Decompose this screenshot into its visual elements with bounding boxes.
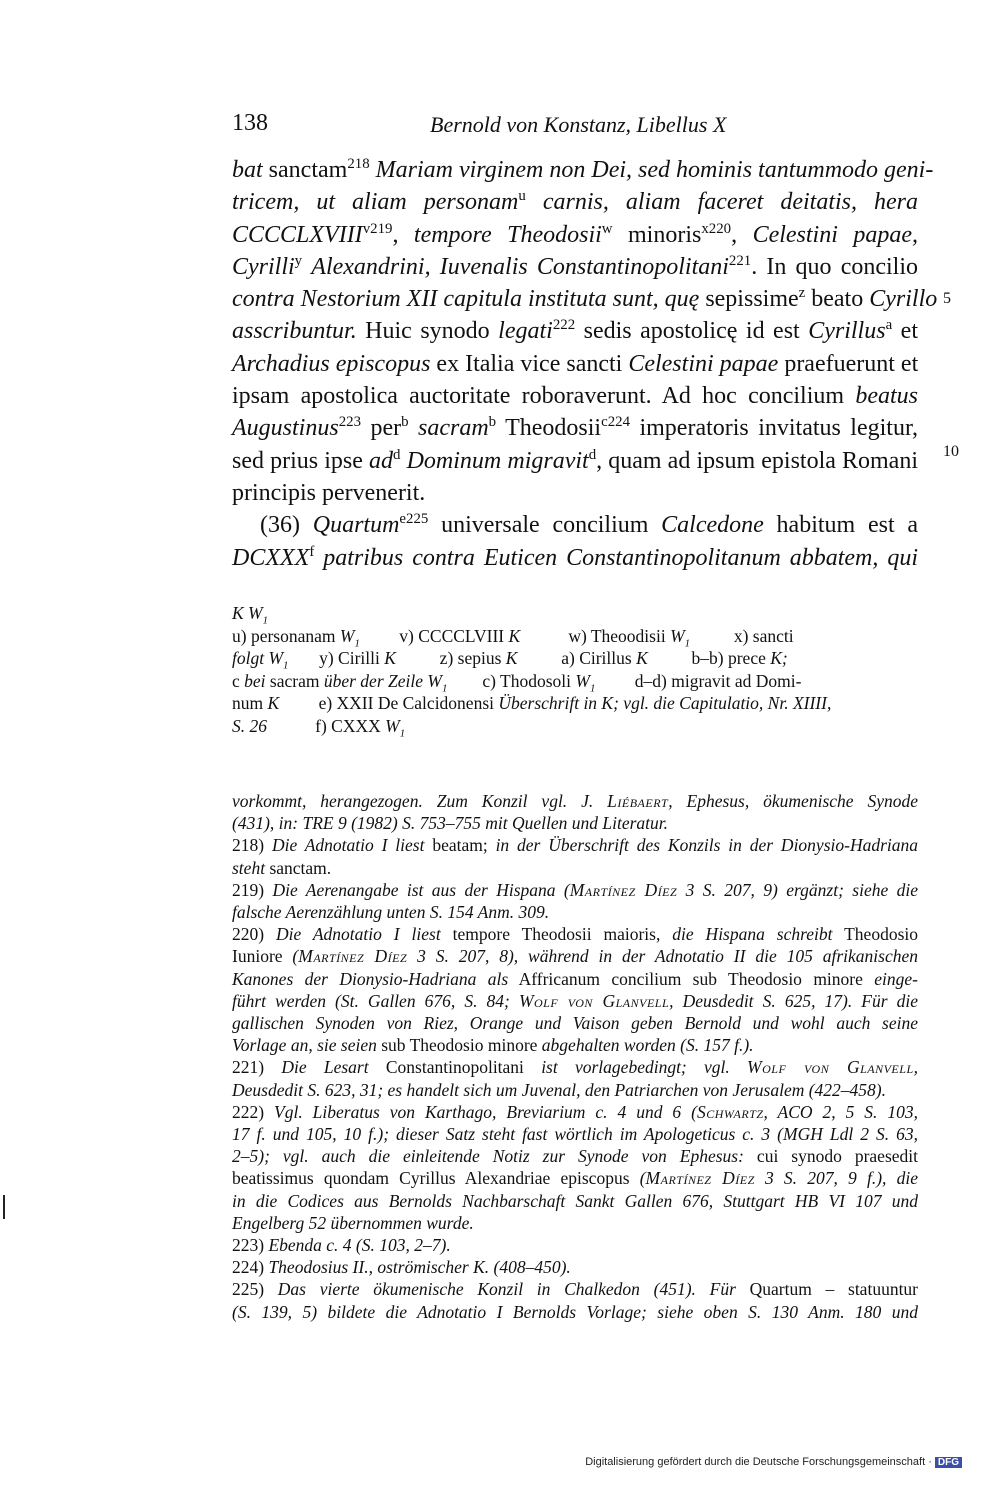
main-text	[232, 154, 938, 574]
footnote-line: 17 f. und 105, 10 f.); dieser Satz steht fast wörtlich im Apologeticus c. 3 (MGH Ldl 2 S. 63,	[232, 1124, 918, 1145]
footnote-line: vorkommt, herangezogen. Zum Konzil vgl. J. Liébaert, Ephesus, ökumenische Synode	[232, 791, 918, 811]
footnote-line: führt werden (St. Gallen 676, S. 84; Wolf von Glanvell, Deusdedit S. 625, 17). Für die	[232, 990, 918, 1011]
footnote-line: (S. 139, 5) bildete die Adnotatio I Bernolds Vorlage; siehe oben S. 130 Anm. 180 und	[232, 1301, 918, 1322]
dfg-logo: DFG	[935, 1457, 962, 1468]
page-number: 138	[232, 110, 268, 136]
text-line: Augustinus$^{223}$ per$^b$ sacram$^b$ Theodosii$^{c224}$ imperatoris invitatus legitur,	[232, 414, 918, 442]
footnote-line: 223) Ebenda c. 4 (S. 103, 2–7).	[232, 1235, 451, 1256]
footnote-line: gallischen Synoden von Riez, Orange und Vaison geben Bernold und wohl auch seine	[232, 1013, 918, 1034]
apparatus-line: c bei sacram über der Zeile $W_1$ c) Thodosoli $W_1$ d–d) migravit ad Domi-	[232, 670, 802, 694]
footnote-line: (431), in: TRE 9 (1982) S. 753–755 mit Quellen und Literatur.	[232, 813, 669, 834]
footnote-line: 219) Die Aerenangabe ist aus der Hispana (Martínez Díez 3 S. 207, 9) ergänzt; siehe die	[232, 879, 919, 900]
text-line: bat sanctam$^{218}$ Mariam virginem non Dei, sed hominis tantummodo geni-	[232, 156, 934, 183]
running-title: Bernold von Konstanz, Libellus X	[430, 112, 727, 137]
footnote-line: 222) Vgl. Liberatus von Karthago, Breviarium c. 4 und 6 (Schwartz, ACO 2, 5 S. 103,	[232, 1101, 919, 1122]
footnote-line: 224) Theodosius II., oströmischer K. (408–450).	[232, 1257, 571, 1278]
footnote-line: 221) Die Lesart Constantinopolitani ist vorlagebedingt; vgl. Wolf von Glanvell,	[232, 1057, 918, 1078]
text-line: contra Nestorium XII capitula instituta sunt, quę sepissime$^z$ beato Cyrillo	[232, 285, 938, 313]
text-line: ipsam apostolica auctoritate roboraverunt. Ad hoc concilium beatus	[232, 383, 918, 410]
apparatus-line: S. 26 f) CXXX $W_1$	[232, 715, 406, 739]
scan-edge-mark	[3, 1195, 5, 1219]
apparatus-line: u) personanam $W_1$ v) CCCCLVIII K w) Theoodisii $W_1$ x) sancti	[232, 625, 794, 649]
apparatus-sigla: K $W_1$	[232, 603, 269, 627]
critical-apparatus	[232, 602, 918, 737]
footnote-line: 225) Das vierte ökumenische Konzil in Chalkedon (451). Für Quartum – statuuntur	[232, 1279, 919, 1300]
footnotes	[232, 790, 918, 1323]
footnote-line: Vorlage an, sie seien sub Theodosio minore abgehalten worden (S. 157 f.).	[232, 1035, 754, 1056]
footnote-line: beatissimus quondam Cyrillus Alexandriae episcopus (Martínez Díez 3 S. 207, 9 f.), die	[232, 1168, 918, 1189]
footnote-line: 2–5); vgl. auch die einleitende Notiz zur Synode von Ephesus: cui synodo praesedit	[232, 1146, 919, 1167]
line-number: 10	[943, 443, 959, 460]
text-line: (36) Quartum$^{e225}$ universale concilium Calcedone habitum est a	[260, 511, 919, 539]
footnote-line: Kanones der Dionysio-Hadriana als Affricanum concilium sub Theodosio minore einge-	[232, 968, 918, 989]
text-line: $CCCCLXVIII^{v219}$, tempore Theodosii$^w$ minoris$^{x220}$, Celestini papae,	[232, 220, 918, 248]
footnote-line: 220) Die Adnotatio I liest tempore Theodosii maioris, die Hispana schreibt Theodosio	[232, 924, 918, 945]
footnote-line: Engelberg 52 übernommen wurde.	[232, 1212, 474, 1233]
footnote-line: 218) Die Adnotatio I liest beatam; in der Überschrift des Konzils in der Dionysio-Hadriana	[232, 835, 919, 856]
footnote-line: steht sanctam.	[232, 857, 332, 878]
text-line: Cyrilli$^y$ Alexandrini, Iuvenalis Constantinopolitani$^{221}$. In quo concilio	[232, 252, 918, 280]
footnote-line: Iuniore (Martínez Díez 3 S. 207, 8), während in der Adnotatio II die 105 afrikanischen	[232, 946, 918, 967]
footnote-line: Deusdedit S. 623, 31; es handelt sich um Juvenal, den Patriarchen von Jerusalem (422–458).	[232, 1079, 887, 1100]
apparatus-line: folgt $W_1$ y) Cirilli K z) sepius K a) Cirillus K b–b) prece K;	[232, 648, 788, 672]
text-line: asscribuntur. Huic synodo legati$^{222}$ sedis apostolicę id est Cyrillus$^a$ et	[232, 317, 918, 345]
text-line: principis pervenerit.	[232, 479, 426, 506]
footnote-line: falsche Aerenzählung unten S. 154 Anm. 309.	[232, 902, 550, 923]
apparatus-line: num K e) XXII De Calcidonensi Überschrift in K; vgl. die Capitulatio, Nr. XIIII,	[232, 693, 832, 713]
text-line: sed prius ipse $ad^d$ Dominum migravit$^d$, quam ad ipsum epistola Romani	[232, 446, 919, 474]
text-line: tricem, ut aliam personam$^u$ carnis, aliam faceret deitatis, hera	[232, 188, 919, 216]
footnote-line: in die Codices aus Bernolds Nachbarschaft Sankt Gallen 676, Stuttgart HB VI 107 und	[232, 1190, 918, 1211]
text-line: Archadius episcopus ex Italia vice sancti Celestini papae praefuerunt et	[232, 350, 919, 377]
digitization-footer: Digitalisierung gefördert durch die Deutsche Forschungsgemeinschaft · DFG	[585, 1456, 962, 1468]
digitization-note: Digitalisierung gefördert durch die Deutsche Forschungsgemeinschaft	[585, 1456, 926, 1468]
line-number: 5	[943, 290, 951, 307]
text-line: DCXXX$^f$ patribus contra Euticen Constantinopolitanum abbatem, qui	[232, 543, 918, 571]
